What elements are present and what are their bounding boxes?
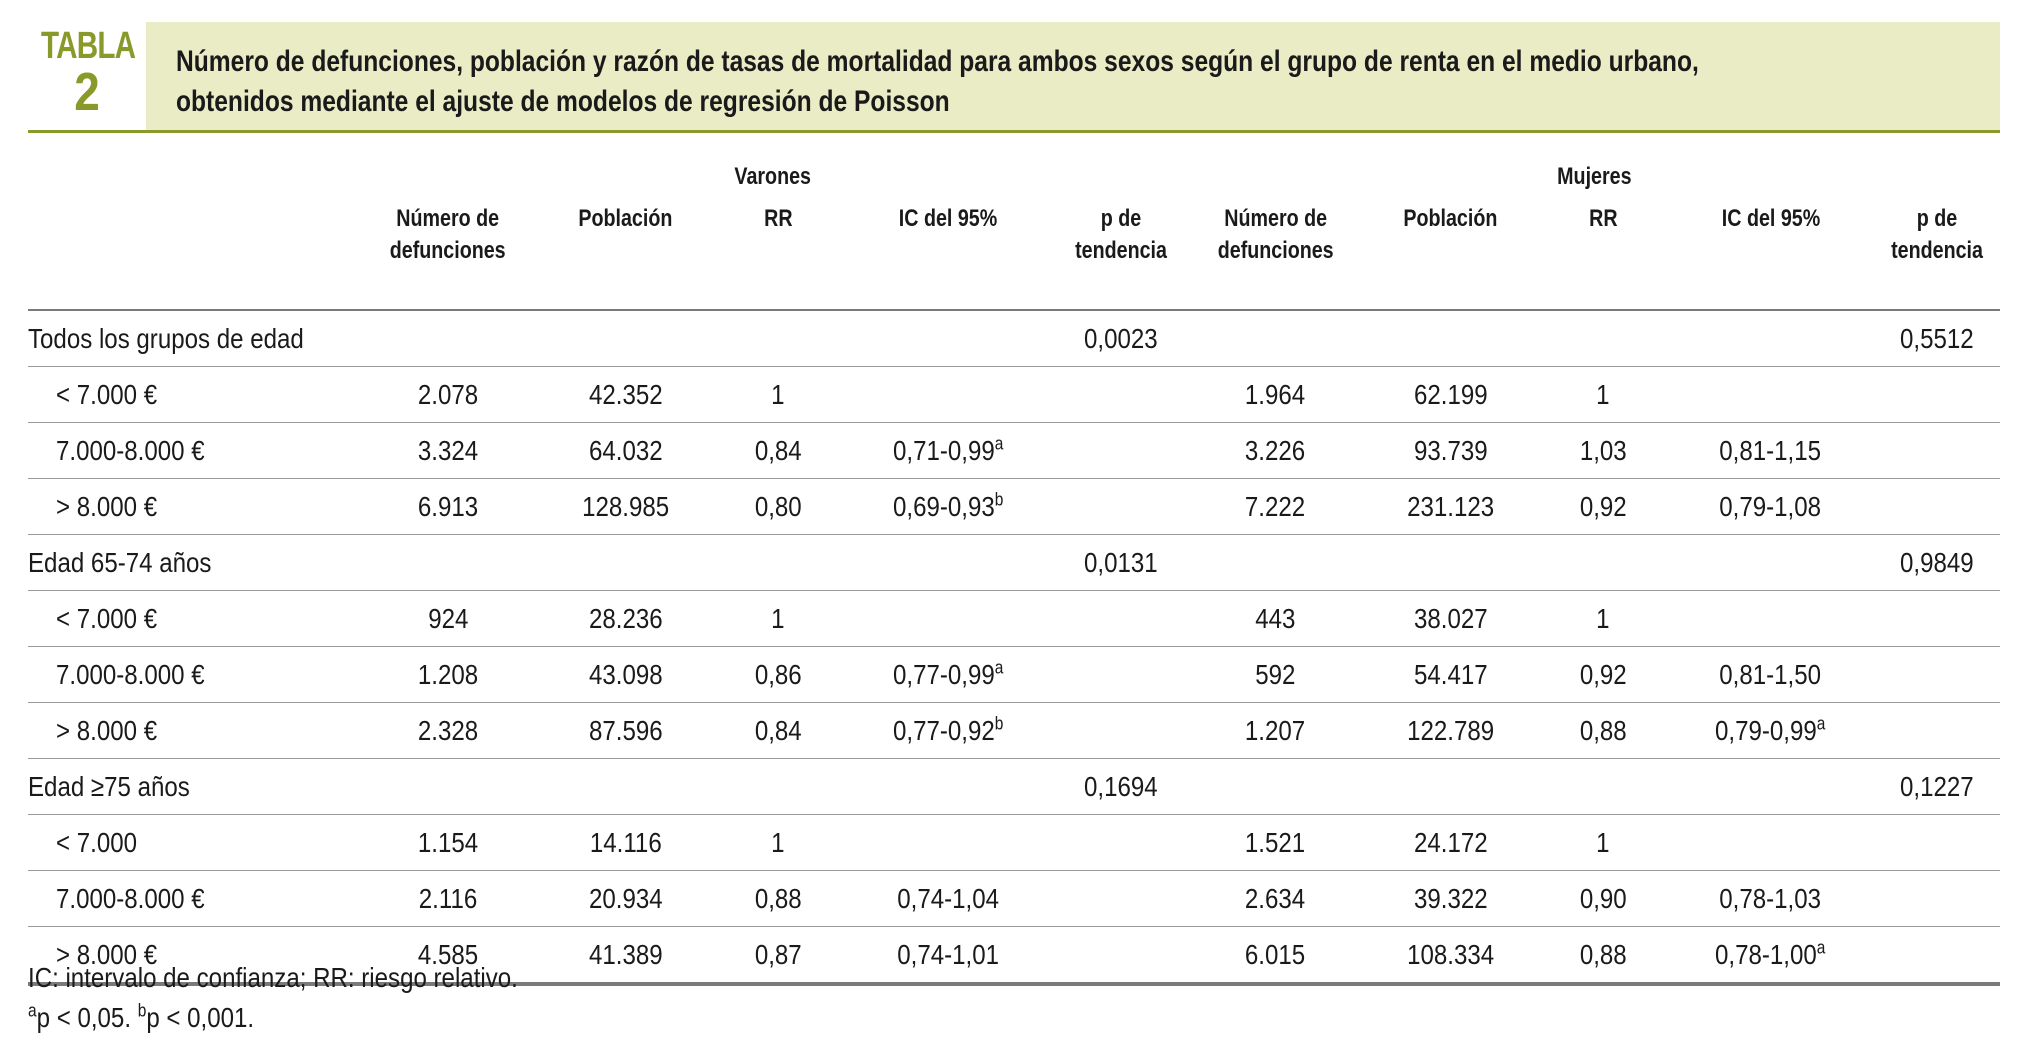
men-deaths: 1.154 [358,815,538,871]
section-row [28,535,2000,591]
empty-cell [1873,591,2000,647]
group-header-row [28,133,2000,191]
men-deaths: 1.208 [358,647,538,703]
empty-cell [843,535,1053,591]
empty-cell [1053,479,1188,535]
men-population: 20.934 [538,871,713,927]
p-trend-women: 0,9849 [1873,535,2000,591]
women-rr: 0,88 [1538,703,1668,759]
tabla-number: 2 [74,62,100,122]
men-rr: 1 [713,367,843,423]
women-ci [1668,591,1873,647]
empty-cell [358,759,538,815]
men-population: 43.098 [538,647,713,703]
men-rr: 0,88 [713,871,843,927]
women-population: 54.417 [1363,647,1538,703]
section-row [28,310,2000,367]
empty-cell [1188,310,1363,367]
table-row [28,703,2000,759]
empty-cell [713,310,843,367]
empty-cell [1188,759,1363,815]
women-deaths: 7.222 [1188,479,1363,535]
women-ci: 0,79-0,99$^a$ [1668,703,1873,759]
empty-cell [713,759,843,815]
empty-cell [1873,927,2000,985]
empty-cell [358,535,538,591]
women-population: 38.027 [1363,591,1538,647]
women-population: 24.172 [1363,815,1538,871]
women-deaths: 1.207 [1188,703,1363,759]
p-trend-men: 0,1694 [1053,759,1188,815]
empty-cell [1538,535,1668,591]
women-rr: 1,03 [1538,423,1668,479]
women-rr: 0,90 [1538,871,1668,927]
women-rr: 1 [1538,367,1668,423]
table-body [28,310,2000,984]
empty-cell [1053,815,1188,871]
men-ci: 0,69-0,93$^b$ [843,479,1053,535]
men-population: 41.389 [538,927,713,985]
women-population: 62.199 [1363,367,1538,423]
p-trend-men: 0,0131 [1053,535,1188,591]
p-trend-women: 0,1227 [1873,759,2000,815]
table-title-line1: Número de defunciones, población y razón de tasas de mortalidad para ambos sexos según el grupo de renta en el medio urbano, [176,45,1699,78]
empty-cell [538,535,713,591]
empty-cell [538,759,713,815]
col-header-women-ci: IC del 95% [1668,191,1873,310]
men-population: 87.596 [538,703,713,759]
men-ci: 0,71-0,99$^a$ [843,423,1053,479]
women-ci: 0,81-1,50 [1668,647,1873,703]
women-ci [1668,367,1873,423]
men-ci: 0,74-1,01 [843,927,1053,985]
women-rr: 1 [1538,815,1668,871]
women-population: 108.334 [1363,927,1538,985]
men-rr: 0,84 [713,423,843,479]
table-row [28,423,2000,479]
table-header [28,22,2000,130]
footnote-significance: $^a$p < 0,05. $^b$p < 0,001. [28,1000,255,1033]
women-rr: 0,92 [1538,479,1668,535]
women-deaths: 6.015 [1188,927,1363,985]
empty-cell [1053,927,1188,985]
empty-cell [1873,871,2000,927]
men-population: 128.985 [538,479,713,535]
women-ci [1668,815,1873,871]
section-label: Edad 65-74 años [28,535,358,591]
income-group-label: 7.000-8.000 € [28,423,358,479]
empty-cell [1873,815,2000,871]
empty-cell [713,535,843,591]
col-header-men-deaths: Número de defunciones [358,191,538,310]
empty-cell [1538,310,1668,367]
empty-cell [1053,591,1188,647]
table-row [28,815,2000,871]
empty-cell [1873,367,2000,423]
men-rr: 1 [713,591,843,647]
tabla-label: TABLA [40,25,136,67]
men-population: 64.032 [538,423,713,479]
empty-cell [1538,759,1668,815]
empty-cell [1363,759,1538,815]
income-group-label: > 8.000 € [28,479,358,535]
empty-cell [1873,703,2000,759]
women-rr: 0,88 [1538,927,1668,985]
income-group-label: < 7.000 € [28,367,358,423]
men-ci: 0,74-1,04 [843,871,1053,927]
empty-cell [1053,647,1188,703]
section-label: Edad ≥75 años [28,759,358,815]
income-group-label: < 7.000 [28,815,358,871]
men-ci [843,815,1053,871]
women-ci: 0,78-1,00$^a$ [1668,927,1873,985]
men-ci: 0,77-0,99$^a$ [843,647,1053,703]
table-row [28,479,2000,535]
col-header-men-rr: RR [713,191,843,310]
empty-cell [1188,535,1363,591]
col-header-women-ptrend: p de tendencia [1873,191,2000,310]
empty-cell [1873,423,2000,479]
men-deaths: 2.078 [358,367,538,423]
men-population: 42.352 [538,367,713,423]
women-population: 39.322 [1363,871,1538,927]
men-ci [843,367,1053,423]
women-ci: 0,81-1,15 [1668,423,1873,479]
men-deaths: 3.324 [358,423,538,479]
table-row [28,367,2000,423]
empty-cell [843,310,1053,367]
women-rr: 0,92 [1538,647,1668,703]
section-row [28,759,2000,815]
p-trend-men: 0,0023 [1053,310,1188,367]
col-header-women-deaths: Número de defunciones [1188,191,1363,310]
men-rr: 1 [713,815,843,871]
table-number-badge [28,22,146,130]
table-title-box [146,22,2000,130]
women-ci: 0,79-1,08 [1668,479,1873,535]
col-header-men-ptrend: p de tendencia [1053,191,1188,310]
column-header-row [28,191,2000,310]
col-header-women-rr: RR [1538,191,1668,310]
income-group-label: 7.000-8.000 € [28,647,358,703]
empty-cell [1873,479,2000,535]
women-population: 122.789 [1363,703,1538,759]
empty-cell [1053,423,1188,479]
men-deaths: 2.328 [358,703,538,759]
income-group-label: 7.000-8.000 € [28,871,358,927]
footnote-abbreviations: IC: intervalo de confianza; RR: riesgo relativo. [28,962,518,993]
women-deaths: 3.226 [1188,423,1363,479]
men-rr: 0,86 [713,647,843,703]
men-rr: 0,84 [713,703,843,759]
income-group-label: > 8.000 € [28,927,358,985]
empty-cell [1668,759,1873,815]
col-header-women-population: Población [1363,191,1538,310]
women-deaths: 443 [1188,591,1363,647]
women-deaths: 2.634 [1188,871,1363,927]
data-table [28,133,2000,986]
men-population: 28.236 [538,591,713,647]
table-row [28,871,2000,927]
empty-cell [843,759,1053,815]
women-deaths: 1.964 [1188,367,1363,423]
women-deaths: 1.521 [1188,815,1363,871]
women-rr: 1 [1538,591,1668,647]
empty-cell [358,310,538,367]
men-population: 14.116 [538,815,713,871]
women-population: 231.123 [1363,479,1538,535]
men-rr: 0,80 [713,479,843,535]
empty-cell [1668,535,1873,591]
men-rr: 0,87 [713,927,843,985]
group-header-women: Mujeres [1556,163,1632,190]
p-trend-women: 0,5512 [1873,310,2000,367]
empty-cell [1053,703,1188,759]
women-deaths: 592 [1188,647,1363,703]
men-deaths: 2.116 [358,871,538,927]
women-population: 93.739 [1363,423,1538,479]
women-ci: 0,78-1,03 [1668,871,1873,927]
col-header-men-ci: IC del 95% [843,191,1053,310]
men-deaths: 4.585 [358,927,538,985]
table-row [28,591,2000,647]
table-row [28,647,2000,703]
table-title [176,42,1980,122]
men-ci: 0,77-0,92$^b$ [843,703,1053,759]
empty-cell [1053,367,1188,423]
men-deaths: 6.913 [358,479,538,535]
income-group-label: < 7.000 € [28,591,358,647]
men-deaths: 924 [358,591,538,647]
footnotes [28,958,598,1038]
empty-cell [1363,310,1538,367]
income-group-label: > 8.000 € [28,703,358,759]
empty-cell [538,310,713,367]
empty-cell [1668,310,1873,367]
section-label: Todos los grupos de edad [28,310,358,367]
table-title-line2: obtenidos mediante el ajuste de modelos de regresión de Poisson [176,85,950,118]
group-header-men: Varones [734,163,812,190]
empty-cell [1053,871,1188,927]
empty-cell [1873,647,2000,703]
men-ci [843,591,1053,647]
empty-cell [1363,535,1538,591]
col-header-men-population: Población [538,191,713,310]
